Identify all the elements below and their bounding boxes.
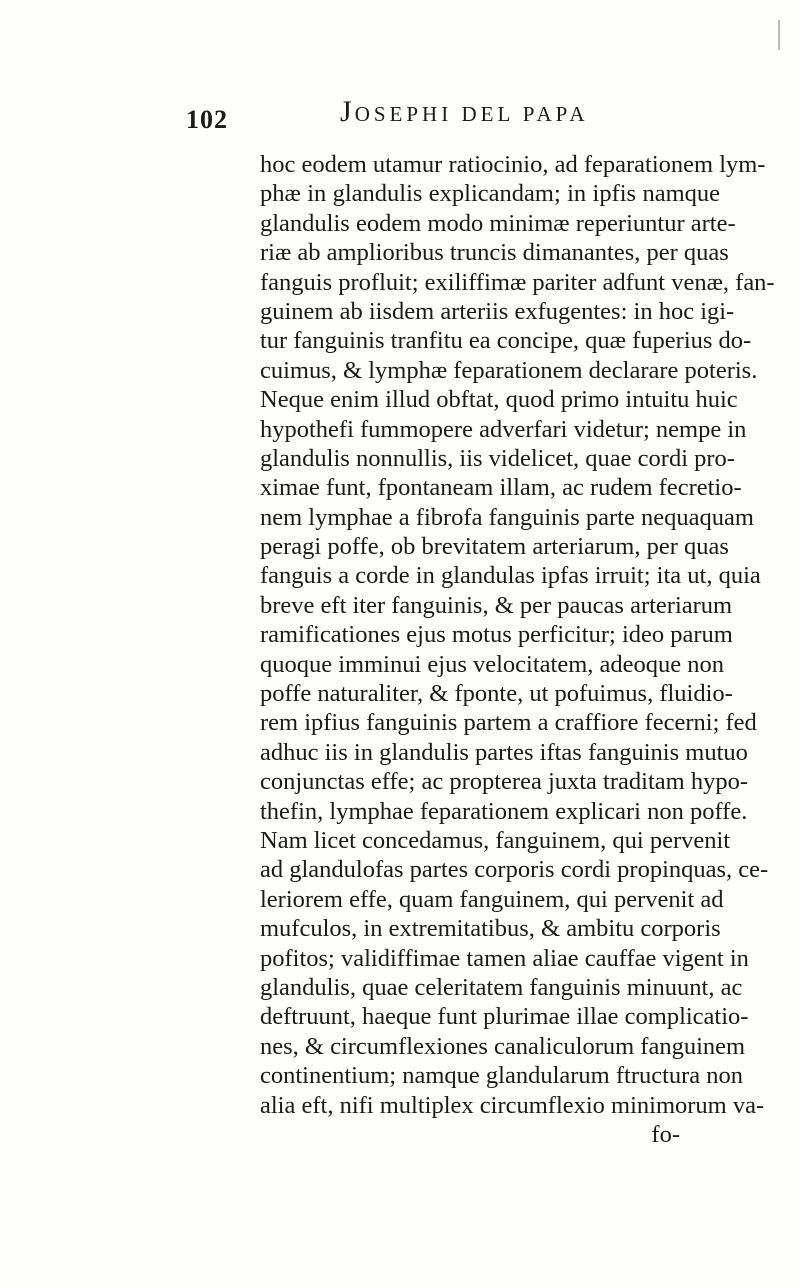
text-line: nes, & circumflexiones canaliculorum fanguinem — [260, 1032, 746, 1060]
text-line: Nam licet concedamus, fanguinem, qui pervenit — [260, 826, 731, 854]
text-line: quoque imminui ejus velocitatem, adeoque non — [260, 650, 725, 678]
text-line: fanguis profluit; exiliffimæ pariter adfunt venæ, fan- — [260, 268, 775, 296]
text-line: pofitos; validiffimae tamen aliae cauffae vigent in — [260, 944, 749, 972]
text-line: peragi poffe, ob brevitatem arteriarum, per quas — [260, 533, 729, 561]
text-line: poffe naturaliter, & fponte, ut pofuimus, fluidio- — [260, 680, 733, 708]
text-line: fanguis a corde in glandulas ipfas irruit; ita ut, quia — [260, 562, 761, 590]
running-head-initial: J — [340, 95, 355, 128]
text-line: ximae funt, fpontaneam illam, ac rudem fecretio- — [260, 474, 742, 502]
text-line: glandulis nonnullis, iis videlicet, quae cordi pro- — [260, 444, 735, 472]
running-head — [340, 95, 589, 129]
text-line: glandulis, quae celeritatem fanguinis minuunt, ac — [260, 973, 743, 1001]
text-line: riæ ab amplioribus truncis dimanantes, per quas — [260, 239, 729, 267]
text-line: tur fanguinis tranfitu ea concipe, quæ fuperius do- — [260, 327, 752, 355]
text-line: ramificationes ejus motus perficitur; ideo parum — [260, 621, 733, 649]
text-line: nem lymphae a fibrofa fanguinis parte nequaquam — [260, 503, 754, 531]
text-line: breve eft iter fanguinis, & per paucas arteriarum — [260, 591, 733, 619]
page-header — [186, 95, 706, 135]
body-text — [260, 150, 775, 1149]
text-line: Neque enim illud obftat, quod primo intuitu huic — [260, 386, 738, 414]
text-line: rem ipfius fanguinis partem a craffiore fecerni; fed — [260, 709, 757, 737]
text-line: adhuc iis in glandulis partes iftas fanguinis mutuo — [260, 738, 748, 766]
text-line: cuimus, & lymphæ feparationem declarare poteris. — [260, 356, 758, 384]
text-line: mufculos, in extremitatibus, & ambitu corporis — [260, 915, 721, 943]
page-edge-mark — [778, 20, 780, 50]
text-line: alia eft, nifi multiplex circumflexio minimorum va- — [260, 1091, 765, 1119]
text-line: conjunctas effe; ac propterea juxta traditam hypo- — [260, 768, 748, 796]
text-line: thefin, lymphae feparationem explicari non poffe. — [260, 797, 748, 825]
text-line: hypothefi fummopere adverfari videtur; nempe in — [260, 415, 747, 443]
text-line: phæ in glandulis explicandam; in ipfis namque — [260, 180, 720, 208]
text-line: continentium; namque glandularum ftructura non — [260, 1062, 744, 1090]
text-line: hoc eodem utamur ratiocinio, ad feparationem lym- — [260, 151, 766, 178]
text-line: deftruunt, haeque funt plurimae illae complicatio- — [260, 1003, 749, 1031]
text-line: guinem ab iisdem arteriis exfugentes: in hoc igi- — [260, 297, 735, 325]
running-head-rest: OSEPHI DEL PAPA — [354, 102, 589, 126]
text-line: ad glandulofas partes corporis cordi propinquas, ce- — [260, 856, 769, 884]
page-number: 102 — [186, 105, 228, 134]
catchword: fo- — [651, 1120, 680, 1148]
text-line: leriorem effe, quam fanguinem, qui pervenit ad — [260, 885, 724, 913]
text-line: glandulis eodem modo minimæ reperiuntur arte- — [260, 209, 736, 237]
